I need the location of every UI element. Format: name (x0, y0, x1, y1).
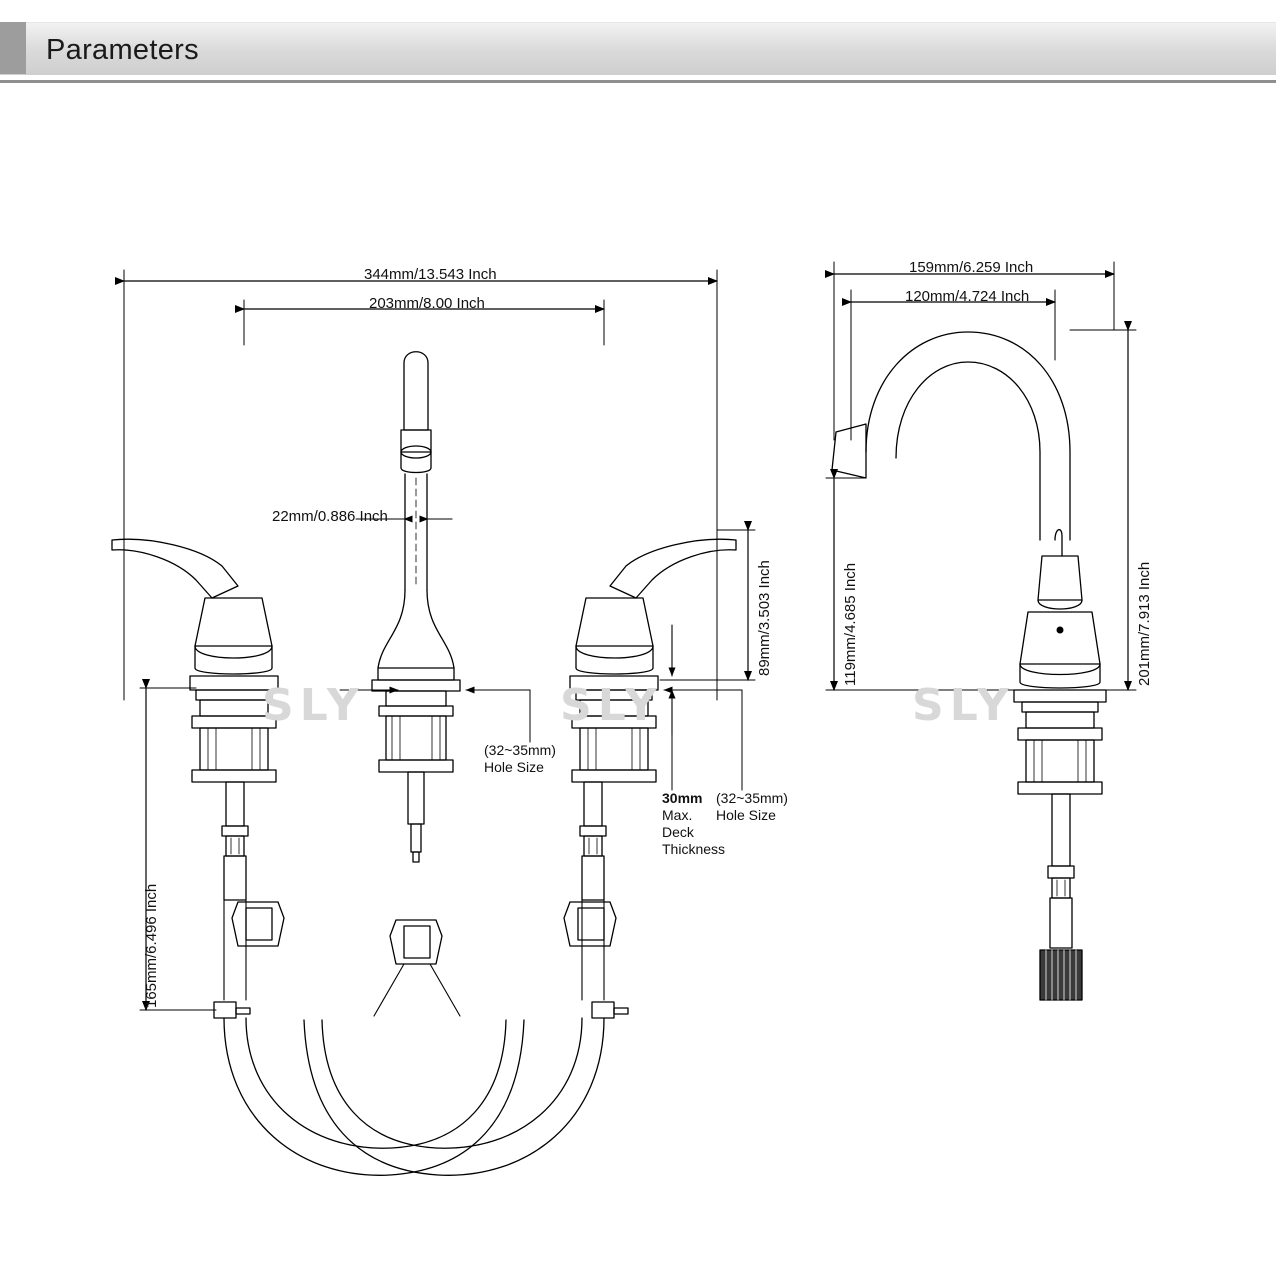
header-divider (0, 80, 1276, 83)
dim-spout-diameter: 22mm/0.886 Inch (272, 508, 388, 525)
deck-thickness-value: 30mm (662, 790, 703, 806)
dim-side-depth: 159mm/6.259 Inch (909, 259, 1034, 276)
deck-thickness-line2: Max. (662, 807, 693, 823)
dim-shank-length: 165mm/6.496 Inch (143, 883, 160, 1008)
hole-size-note-right (716, 790, 788, 824)
deck-thickness-note (662, 790, 725, 858)
dim-overall-width: 344mm/13.543 Inch (364, 266, 497, 283)
header-accent-block (0, 22, 26, 74)
hole-size-note-left-line1: (32~35mm) (484, 742, 556, 758)
page-title: Parameters (46, 34, 199, 66)
deck-thickness-line3: Deck (662, 824, 694, 840)
watermark-left: SLY (262, 680, 365, 731)
hole-size-note-left-line2: Hole Size (484, 759, 544, 775)
dim-side-clearance: 119mm/4.685 Inch (842, 562, 859, 686)
hole-size-note-left (484, 742, 556, 776)
hole-size-note-right-line2: Hole Size (716, 807, 776, 823)
hole-size-note-right-line1: (32~35mm) (716, 790, 788, 806)
watermark-right: SLY (912, 680, 1015, 731)
dim-side-reach: 120mm/4.724 Inch (905, 288, 1030, 305)
deck-thickness-line4: Thickness (662, 841, 726, 857)
dim-spout-height: 89mm/3.503 Inch (756, 560, 773, 676)
dim-spread: 203mm/8.00 Inch (369, 295, 485, 312)
watermark-center: SLY (560, 680, 663, 731)
dim-side-total-height: 201mm/7.913 Inch (1136, 561, 1153, 686)
